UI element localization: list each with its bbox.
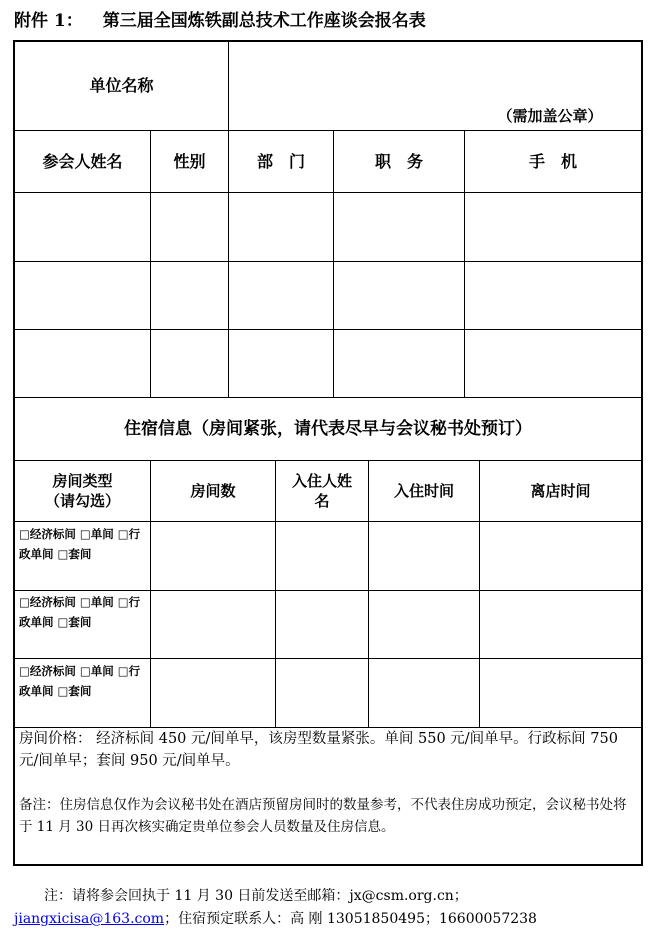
form-title: 第三届全国炼铁副总技术工作座谈会报名表 [102,11,426,31]
remark-note: 备注：住房信息仅作为会议秘书处在酒店预留房间时的数量参考，不代表住房成功预定，会议秘书处将于 11 月 30 日再次核实确定贵单位参会人员数量及住房信息。 [19,797,627,835]
participant-row[interactable] [15,193,641,261]
accommodation-heading: 住宿信息（房间紧张，请代表尽早与会议秘书处预订） [124,419,532,439]
header-checkout: 离店时间 [530,482,591,500]
room-type-options[interactable]: □经济标间 □单间 □行政单间 □套间 [19,595,141,629]
header-room-count: 房间数 [190,482,236,500]
header-department: 部 门 [256,151,305,171]
footer-line2 [14,908,537,928]
header-gender: 性别 [173,151,206,171]
header-mobile: 手 机 [528,151,577,171]
price-note: 房间价格： 经济标间 450 元/间单早，该房型数量紧张。单间 550 元/间单早。行政标间 750 元/间单早；套间 950 元/间单早。 [19,731,618,769]
page-title [14,6,426,31]
email-link[interactable]: jiangxicisa@163.com [14,911,165,927]
header-position: 职 务 [374,151,423,171]
room-type-options[interactable]: □经济标间 □单间 □行政单间 □套间 [19,527,141,561]
header-guest-name: 入住人姓 名 [291,472,352,510]
header-name: 参会人姓名 [42,151,123,171]
participant-row[interactable] [15,262,641,329]
seal-note: （需加盖公章） [497,107,603,125]
contact-info: ；住宿预定联系人：高 刚 13051850495；16600057238 [164,911,537,927]
title-prefix: 附件 1： [14,11,83,31]
footer-line1: 注：请将参会回执于 11 月 30 日前发送至邮箱：jx@csm.org.cn； [44,888,468,904]
header-checkin: 入住时间 [393,482,454,500]
participant-row[interactable] [15,330,641,397]
unit-name-label: 单位名称 [89,76,154,95]
header-room-type: 房间类型 （请勾选） [44,472,120,510]
room-type-options[interactable]: □经济标间 □单间 □行政单间 □套间 [19,664,141,698]
